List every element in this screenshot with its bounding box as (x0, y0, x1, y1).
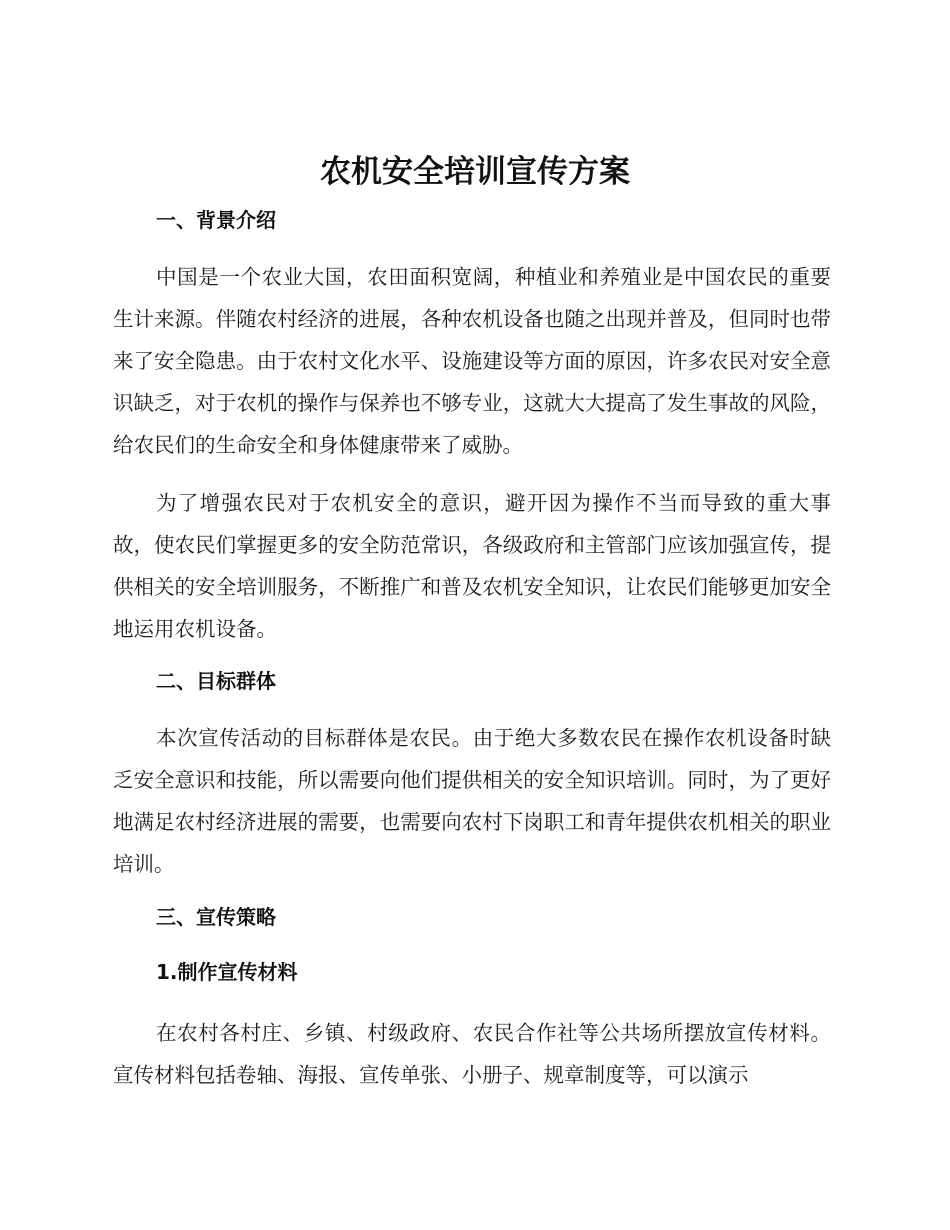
paragraph-background-2: 为了增强农民对于农机安全的意识，避开因为操作不当而导致的重大事故，使农民们掌握更多的安全防范常识，各级政府和主管部门应该加强宣传，提供相关的安全培训服务，不断推广和普及农机安全知识，让农民们能够更加安全地运用农机设备。 (113, 491, 831, 641)
section-heading-target-group: 二、目标群体 (156, 669, 276, 693)
paragraph-background-1: 中国是一个农业大国，农田面积宽阔，种植业和养殖业是中国农民的重要生计来源。伴随农村经济的进展，各种农机设备也随之出现并普及，但同时也带来了安全隐患。由于农村文化水平、设施建设等方面的原因，许多农民对安全意识缺乏，对于农机的操作与保养也不够专业，这就大大提高了发生事故的风险，给农民们的生命安全和身体健康带来了威胁。 (113, 265, 831, 457)
subheading-materials: 1.制作宣传材料 (156, 960, 298, 984)
document-title: 农机安全培训宣传方案 (320, 154, 630, 190)
paragraph-target-group: 本次宣传活动的目标群体是农民。由于绝大多数农民在操作农机设备时缺乏安全意识和技能，所以需要向他们提供相关的安全知识培训。同时，为了更好地满足农村经济进展的需要，也需要向农村下岗职工和青年提供农机相关的职业培训。 (113, 726, 831, 876)
section-heading-background: 一、背景介绍 (156, 208, 276, 232)
paragraph-materials: 在农村各村庄、乡镇、村级政府、农民合作社等公共场所摆放宣传材料。宣传材料包括卷轴、海报、宣传单张、小册子、规章制度等，可以演示 (113, 1021, 831, 1087)
section-heading-strategy: 三、宣传策略 (156, 905, 276, 929)
